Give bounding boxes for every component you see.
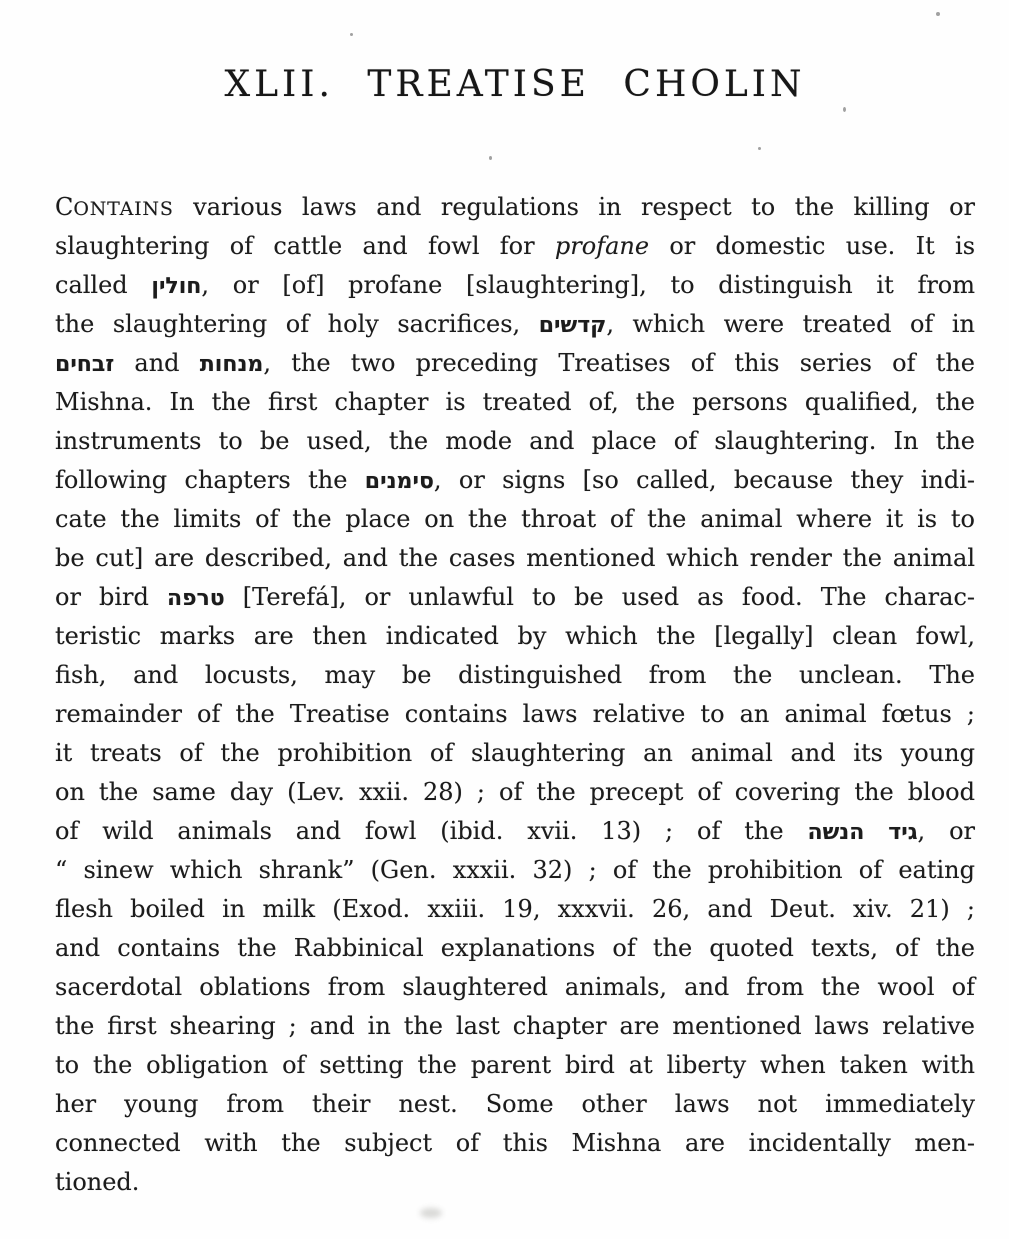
scan-speck xyxy=(843,107,846,112)
text-line xyxy=(55,734,975,773)
hebrew-term: חולין xyxy=(151,274,202,299)
text-segment: called xyxy=(55,271,152,299)
text-segment: , or xyxy=(917,817,976,845)
hebrew-term: סימנים xyxy=(364,469,434,494)
text-segment: “ sinew which shrank” (Gen. xxxii. 32) ; of the prohibition of eating xyxy=(55,856,975,884)
text-line xyxy=(55,344,975,383)
text-segment: remainder of the Treatise contains laws relative to an animal fœtus ; xyxy=(55,700,975,728)
text-line xyxy=(55,1163,975,1202)
text-line xyxy=(55,656,975,695)
text-line xyxy=(55,890,975,929)
text-line xyxy=(55,461,975,500)
text-segment: it treats of the prohibition of slaughtering an animal and its young xyxy=(55,739,975,767)
scan-speck xyxy=(758,147,761,150)
hebrew-term: טרפה xyxy=(166,586,225,611)
text-segment: , which were treated of in xyxy=(606,310,975,338)
text-segment: , or signs [so called, because they indi- xyxy=(433,466,975,494)
text-segment: flesh boiled in milk (Exod. xxiii. 19, xxxvii. 26, and Deut. xiv. 21) ; xyxy=(55,895,975,923)
scan-smudge xyxy=(420,1208,442,1218)
text-segment: sacerdotal oblations from slaughtered animals, and from the wool of xyxy=(55,973,975,1001)
text-line xyxy=(55,227,975,266)
text-segment: fish, and locusts, may be distinguished from the unclean. The xyxy=(55,661,975,689)
text-segment: of wild animals and fowl (ibid. xvii. 13) ; of the xyxy=(55,817,808,845)
text-line xyxy=(55,617,975,656)
text-segment: the first shearing ; and in the last chapter are mentioned laws relative xyxy=(55,1012,975,1040)
hebrew-term: קדשים xyxy=(538,313,607,338)
text-segment: cate the limits of the place on the throat of the animal where it is to xyxy=(55,505,975,533)
text-line xyxy=(55,1124,975,1163)
text-segment: to the obligation of setting the parent bird at liberty when taken with xyxy=(55,1051,975,1079)
text-line xyxy=(55,266,975,305)
text-segment: her young from their nest. Some other laws not immediately xyxy=(55,1090,975,1118)
scan-speck xyxy=(489,156,492,160)
text-line xyxy=(55,968,975,1007)
text-line xyxy=(55,383,975,422)
text-line xyxy=(55,188,975,227)
text-line xyxy=(55,578,975,617)
text-segment: various laws and regulations in respect to the killing or xyxy=(173,193,975,221)
text-line xyxy=(55,422,975,461)
text-segment: following chapters the xyxy=(55,466,365,494)
text-segment: tioned. xyxy=(55,1168,140,1196)
body-paragraph xyxy=(55,188,975,1202)
text-line xyxy=(55,812,975,851)
text-line xyxy=(55,305,975,344)
text-segment: and xyxy=(114,349,200,377)
text-segment: slaughtering of cattle and fowl for xyxy=(55,232,555,260)
hebrew-term: מנחות xyxy=(199,352,264,377)
text-line xyxy=(55,500,975,539)
text-segment: the slaughtering of holy sacrifices, xyxy=(55,310,539,338)
text-segment: C xyxy=(55,193,74,221)
text-segment: connected with the subject of this Mishna are incidentally men- xyxy=(55,1129,975,1157)
text-line xyxy=(55,1007,975,1046)
text-segment: teristic marks are then indicated by which the [legally] clean fowl, xyxy=(55,622,975,650)
text-line xyxy=(55,539,975,578)
text-line xyxy=(55,695,975,734)
text-segment: Mishna. In the first chapter is treated of, the persons qualified, the xyxy=(55,388,975,416)
text-line xyxy=(55,1046,975,1085)
scan-speck xyxy=(936,12,940,16)
text-line xyxy=(55,773,975,812)
text-segment: profane xyxy=(554,232,650,260)
scan-speck xyxy=(350,33,353,36)
text-segment: be cut] are described, and the cases mentioned which render the animal xyxy=(55,544,975,572)
text-segment: on the same day (Lev. xxii. 28) ; of the precept of covering the blood xyxy=(55,778,975,806)
text-line xyxy=(55,851,975,890)
text-segment: instruments to be used, the mode and place of slaughtering. In the xyxy=(55,427,975,455)
text-segment: [Terefá], or unlawful to be used as food. The charac- xyxy=(224,583,976,611)
text-segment: or bird xyxy=(55,583,167,611)
text-segment: or domestic use. It is xyxy=(649,232,976,260)
text-segment: , or [of] profane [slaughtering], to distinguish it from xyxy=(201,271,976,299)
page-title: XLII. TREATISE CHOLIN xyxy=(224,64,806,106)
text-line xyxy=(55,1085,975,1124)
hebrew-term: גיד הנשה xyxy=(807,820,918,845)
text-segment: , the two preceding Treatises of this series of the xyxy=(263,349,975,377)
text-line xyxy=(55,929,975,968)
text-segment: and contains the Rabbinical explanations of the quoted texts, of the xyxy=(55,934,975,962)
text-segment: ONTAINS xyxy=(73,198,174,220)
hebrew-term: זבחים xyxy=(55,352,115,377)
